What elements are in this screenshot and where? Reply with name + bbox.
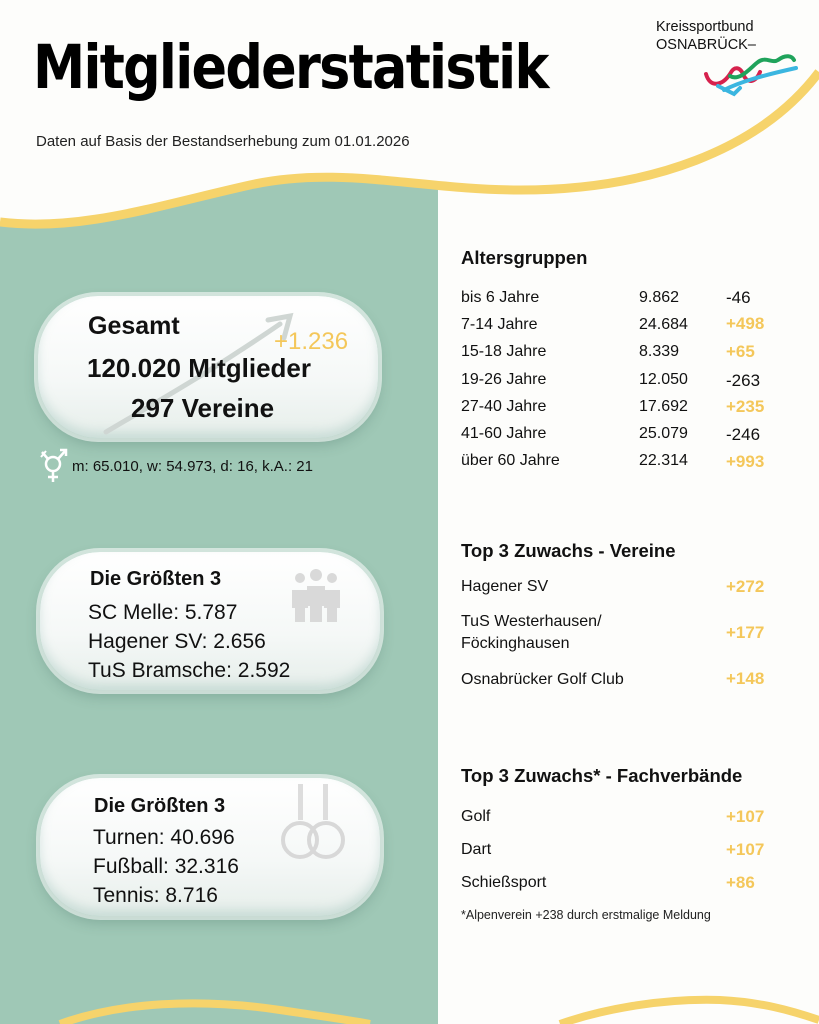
age-row-value: 17.692 <box>639 398 688 415</box>
age-row-label: über 60 Jahre <box>461 452 560 469</box>
top-clubs-title: Top 3 Zuwachs - Vereine <box>461 540 676 561</box>
biggest-club-2: Hagener SV: 2.656 <box>88 630 266 653</box>
top-club-label: Osnabrücker Golf Club <box>461 671 624 688</box>
biggest-sport-1: Turnen: 40.696 <box>93 826 235 849</box>
age-row-value: 9.862 <box>639 289 680 306</box>
biggest-clubs-title: Die Größten 3 <box>90 568 222 590</box>
age-row-label: 41-60 Jahre <box>461 425 547 442</box>
total-members: 120.020 Mitglieder <box>87 353 311 383</box>
federation-label: Schießsport <box>461 874 547 891</box>
age-row-value: 8.339 <box>639 343 680 360</box>
top-club-delta: +177 <box>726 623 765 642</box>
age-row-value: 22.314 <box>639 452 688 469</box>
federation-delta: +86 <box>726 873 755 892</box>
federation-label: Golf <box>461 808 491 825</box>
total-delta: +1.236 <box>274 328 349 355</box>
age-row-value: 25.079 <box>639 425 688 442</box>
top-club-delta: +148 <box>726 669 765 688</box>
top-club-label-cont: Föckinghausen <box>461 635 570 652</box>
logo-line1: Kreissportbund <box>656 19 754 35</box>
federation-delta: +107 <box>726 807 765 826</box>
age-row-label: 19-26 Jahre <box>461 371 547 388</box>
gymnastic-rings-icon <box>278 784 350 862</box>
age-row-delta: +993 <box>726 452 765 471</box>
age-row-delta: +235 <box>726 397 765 416</box>
age-row-delta: -263 <box>726 371 761 390</box>
group-people-icon <box>286 568 346 624</box>
age-row-delta: +65 <box>726 342 755 361</box>
age-row-delta: +498 <box>726 314 765 333</box>
biggest-sport-2: Fußball: 32.316 <box>93 855 239 878</box>
top-club-delta: +272 <box>726 577 765 596</box>
age-row-delta: -246 <box>726 425 761 444</box>
age-row-value: 12.050 <box>639 371 688 388</box>
age-row-label: bis 6 Jahre <box>461 289 540 306</box>
total-clubs: 297 Vereine <box>131 393 275 423</box>
footnote: *Alpenverein +238 durch erstmalige Meldung <box>461 908 711 922</box>
top-club-label: Hagener SV <box>461 578 549 595</box>
age-row-label: 7-14 Jahre <box>461 316 538 333</box>
page-subtitle: Daten auf Basis der Bestandserhebung zum 01.01.2026 <box>36 133 410 150</box>
gender-breakdown: m: 65.010, w: 54.973, d: 16, k.A.: 21 <box>72 458 313 475</box>
footer-wave <box>0 990 819 1024</box>
age-groups-title: Altersgruppen <box>461 247 588 268</box>
page-title: Mitgliederstatistik <box>33 32 548 103</box>
age-row-label: 27-40 Jahre <box>461 398 547 415</box>
logo-line2: OSNABRÜCK– <box>656 37 756 53</box>
top-club-label: TuS Westerhausen/ <box>461 613 602 630</box>
federation-label: Dart <box>461 841 492 858</box>
biggest-sport-3: Tennis: 8.716 <box>93 884 218 907</box>
biggest-club-1: SC Melle: 5.787 <box>88 601 238 624</box>
federation-delta: +107 <box>726 840 765 859</box>
age-row-label: 15-18 Jahre <box>461 343 547 360</box>
top-federations-title: Top 3 Zuwachs* - Fachverbände <box>461 765 743 786</box>
age-row-delta: -46 <box>726 288 751 307</box>
age-row-value: 24.684 <box>639 316 688 333</box>
logo-mark-icon <box>700 46 800 98</box>
gender-symbol-icon <box>38 446 70 486</box>
total-label: Gesamt <box>88 312 180 340</box>
biggest-sports-title: Die Größten 3 <box>94 795 226 817</box>
biggest-club-3: TuS Bramsche: 2.592 <box>88 659 291 682</box>
